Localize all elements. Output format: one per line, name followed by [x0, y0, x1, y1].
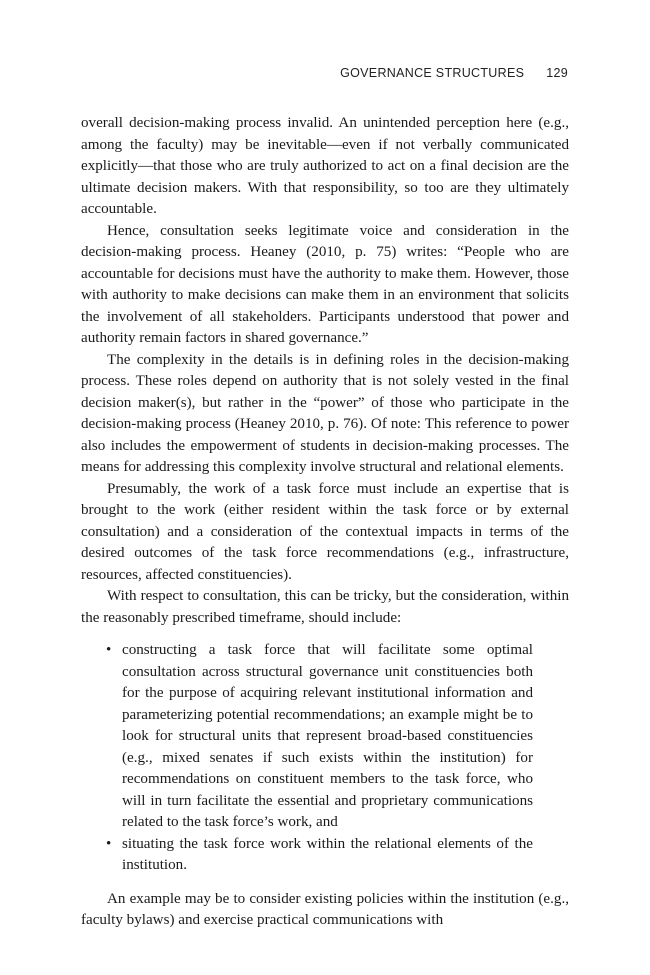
body-text: [81, 113, 569, 932]
paragraph: overall decision-making process invalid. An unintended perception here (e.g., among the faculty) may be inevitable—even if not verbally communicated explicitly—that those who are truly authorized to act on a final decision are the ultimate decision makers. With that responsibility, so too are they ultimately accountable.: [81, 115, 569, 217]
list-item-text: constructing a task force that will facilitate some optimal consultation across structural governance unit constituencies both for the purpose of acquiring relevant institutional information and parameterizing potential recommendations; an example might be to look for structural units that represent broad-based constituencies (e.g., mixed senates if such exists within the institution) for recommendations on constituent members to the task force, who will in turn facilitate the essential and proprietary communications related to the task force’s work, and: [122, 642, 533, 830]
bullet-icon: •: [106, 835, 112, 852]
paragraph: An example may be to consider existing policies within the institution (e.g., faculty bylaws) and exercise practical communications with: [81, 890, 569, 928]
list-item: [106, 640, 533, 834]
paragraph: Hence, consultation seeks legitimate voice and consideration in the decision-making process. Heaney (2010, p. 75) writes: “People who are accountable for decisions must have the authority to make them. However, those with authority to make decisions can make them in an environment that solicits the involvement of all stakeholders. Participants understood that power and authority remain factors in shared governance.”: [81, 222, 569, 346]
running-head: [340, 66, 568, 80]
bullet-icon: •: [106, 642, 112, 658]
list-item-text: situating the task force work within the relational elements of the institution.: [122, 835, 533, 873]
paragraph: With respect to consultation, this can be tricky, but the consideration, within the reasonably prescribed timeframe, should include:: [81, 588, 569, 626]
running-head-title: GOVERNANCE STRUCTURES: [340, 66, 525, 80]
page-number: 129: [546, 66, 568, 80]
paragraph: The complexity in the details is in defining roles in the decision-making process. These roles depend on authority that is not solely vested in the final decision maker(s), but rather in the “power” of those who participate in the decision-making process (Heaney 2010, p. 76). Of note: This reference to power also includes the empowerment of students in decision-making processes. The means for addressing this complexity involve structural and relational elements.: [81, 351, 569, 475]
list-item: [106, 834, 533, 877]
paragraph: Presumably, the work of a task force must include an expertise that is brought to the work (either resident within the task force or by external consultation) and a consideration of the contextual impacts in terms of the desired outcomes of the task force recommendations (e.g., infrastructure, resources, affected constituencies).: [81, 480, 569, 583]
bullet-list: [81, 640, 569, 877]
